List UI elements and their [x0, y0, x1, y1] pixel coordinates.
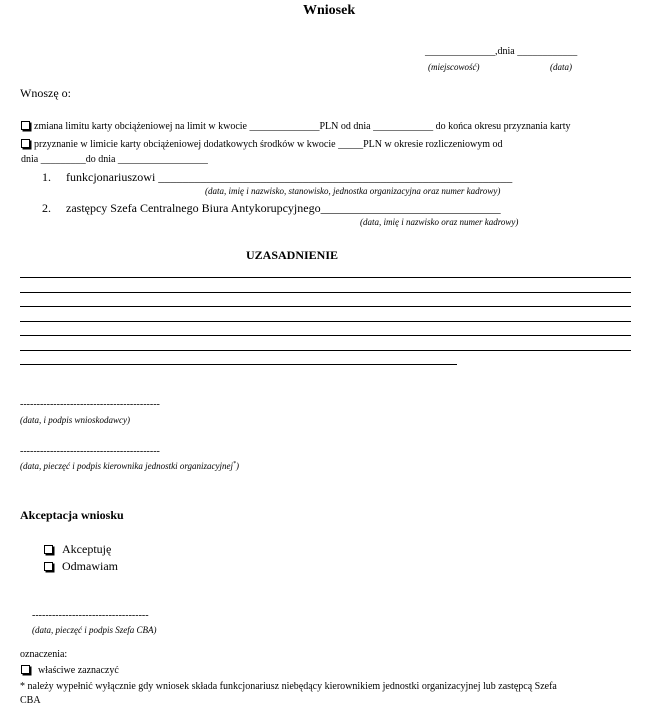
justification-line[interactable]: [20, 350, 631, 351]
legend-heading: oznaczenia:: [20, 649, 68, 660]
option-additional-funds-continuation: dnia _________do dnia __________________: [21, 154, 208, 165]
cba-head-signature-caption: (data, pieczęć i podpis Szefa CBA): [32, 625, 157, 635]
footnote-continuation: CBA: [20, 695, 41, 706]
applicant-signature-caption: (data, i podpis wnioskodawcy): [20, 415, 130, 425]
option-limit-change[interactable]: [21, 121, 571, 132]
justification-heading: UZASADNIENIE: [246, 248, 339, 262]
footnote-text: należy wypełnić wyłącznie gdy wniosek składa funkcjonariusz niebędący kierownikiem jednostki organizacyjnej lub zastępcą Szefa: [27, 681, 557, 692]
page-title: Wniosek: [303, 3, 356, 18]
checkbox-icon: [21, 665, 30, 674]
justification-line[interactable]: [20, 292, 631, 293]
footnote-asterisk: *: [20, 681, 25, 692]
option-additional-funds-label: przyznanie w limicie karty obciążeniowej dodatkowych środków w kwocie _____PLN w okresie rozliczeniowym od: [34, 139, 503, 150]
manager-signature-line[interactable]: ------------------------------------------: [20, 446, 160, 457]
place-caption: (miejscowość): [428, 62, 480, 72]
item-2-number: 2.: [42, 201, 51, 215]
accept-option[interactable]: [44, 542, 111, 557]
request-intro: Wnoszę o:: [20, 86, 71, 100]
item-1-caption: (data, imię i nazwisko, stanowisko, jednostka organizacyjna oraz numer kadrowy): [205, 186, 501, 196]
checkbox-icon[interactable]: [44, 545, 53, 554]
reject-option[interactable]: [44, 559, 118, 574]
place-date-line[interactable]: ______________,dnia ____________: [425, 46, 578, 57]
reject-label: Odmawiam: [62, 559, 118, 573]
option-limit-change-label: zmiana limitu karty obciążeniowej na limit w kwocie ______________PLN od dnia ____________ do końca okresu przyznania karty: [34, 121, 571, 132]
justification-line[interactable]: [20, 335, 631, 336]
manager-caption-end: ): [236, 461, 240, 471]
item-2-deputy[interactable]: zastępcy Szefa Centralnego Biura Antykorupcyjnego______________________________: [66, 201, 501, 215]
applicant-signature-line[interactable]: ------------------------------------------: [20, 399, 160, 410]
acceptance-heading: Akceptacja wniosku: [20, 508, 124, 522]
manager-caption-text: (data, pieczęć i podpis kierownika jednostki organizacyjnej: [20, 461, 234, 471]
justification-line[interactable]: [20, 277, 631, 278]
item-1-number: 1.: [42, 170, 51, 184]
date-caption: (data): [550, 62, 572, 72]
item-2-caption: (data, imię i nazwisko oraz numer kadrowy): [360, 217, 519, 227]
legend-check-label: właściwe zaznaczyć: [38, 665, 119, 676]
justification-line[interactable]: [20, 321, 631, 322]
accept-label: Akceptuję: [62, 542, 112, 556]
manager-signature-caption: [20, 461, 239, 471]
justification-line[interactable]: [20, 306, 631, 307]
footnote: [20, 681, 557, 692]
cba-head-signature-line[interactable]: -----------------------------------: [32, 610, 149, 621]
footnote-marker: *: [233, 461, 237, 467]
legend-check: [21, 665, 119, 676]
justification-line-short[interactable]: [20, 364, 457, 365]
checkbox-icon[interactable]: [21, 139, 30, 148]
item-1-officer[interactable]: funkcjonariuszowi ___________________________________________________________: [66, 170, 513, 184]
checkbox-icon[interactable]: [44, 562, 53, 571]
checkbox-icon[interactable]: [21, 121, 30, 130]
option-additional-funds[interactable]: [21, 139, 502, 150]
